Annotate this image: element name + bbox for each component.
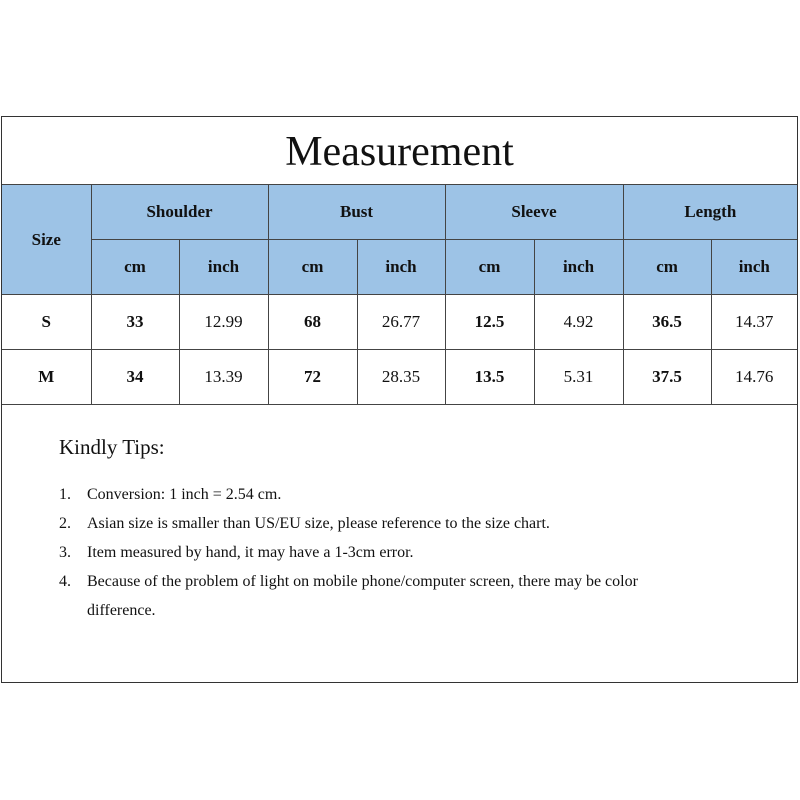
- group-header-shoulder: Shoulder: [91, 185, 268, 240]
- value-cell: 14.76: [711, 350, 797, 405]
- list-item-number: 3.: [59, 544, 71, 561]
- unit-header: cm: [445, 240, 534, 295]
- value-cell: 37.5: [623, 350, 711, 405]
- tips-section: [59, 435, 759, 625]
- group-header-sleeve: Sleeve: [445, 185, 623, 240]
- size-cell: S: [2, 295, 91, 350]
- value-cell: 33: [91, 295, 179, 350]
- unit-header: inch: [357, 240, 445, 295]
- size-table: [2, 184, 797, 405]
- value-cell: 5.31: [534, 350, 623, 405]
- table-row: [2, 350, 797, 405]
- tips-list: [59, 480, 759, 625]
- list-item-text: Asian size is smaller than US/EU size, please reference to the size chart.: [87, 515, 550, 532]
- table-header-row: [2, 185, 797, 240]
- list-item-number: 1.: [59, 486, 71, 503]
- list-item: [59, 538, 759, 567]
- value-cell: 13.5: [445, 350, 534, 405]
- size-column-header: Size: [2, 185, 91, 295]
- list-item-text: Conversion: 1 inch = 2.54 cm.: [87, 486, 282, 503]
- value-cell: 28.35: [357, 350, 445, 405]
- unit-header: inch: [534, 240, 623, 295]
- value-cell: 72: [268, 350, 357, 405]
- unit-header: cm: [268, 240, 357, 295]
- unit-header: cm: [623, 240, 711, 295]
- value-cell: 12.5: [445, 295, 534, 350]
- group-header-bust: Bust: [268, 185, 445, 240]
- list-item: [59, 509, 759, 538]
- size-cell: M: [2, 350, 91, 405]
- group-header-length: Length: [623, 185, 797, 240]
- list-item: [59, 480, 759, 509]
- list-item: [59, 567, 759, 625]
- list-item-number: 2.: [59, 515, 71, 532]
- value-cell: 12.99: [179, 295, 268, 350]
- value-cell: 36.5: [623, 295, 711, 350]
- measurement-card: [1, 116, 798, 683]
- value-cell: 68: [268, 295, 357, 350]
- list-item-number: 4.: [59, 573, 71, 590]
- value-cell: 13.39: [179, 350, 268, 405]
- unit-header: inch: [711, 240, 797, 295]
- unit-header: inch: [179, 240, 268, 295]
- table-row: [2, 295, 797, 350]
- tips-title: Kindly Tips:: [59, 435, 165, 459]
- value-cell: 26.77: [357, 295, 445, 350]
- value-cell: 14.37: [711, 295, 797, 350]
- page-title: Measurement: [285, 129, 514, 175]
- value-cell: 34: [91, 350, 179, 405]
- unit-header-row: [2, 240, 797, 295]
- unit-header: cm: [91, 240, 179, 295]
- list-item-text: Because of the problem of light on mobile phone/computer screen, there may be color difference.: [87, 573, 638, 619]
- value-cell: 4.92: [534, 295, 623, 350]
- list-item-text: Item measured by hand, it may have a 1-3cm error.: [87, 544, 414, 561]
